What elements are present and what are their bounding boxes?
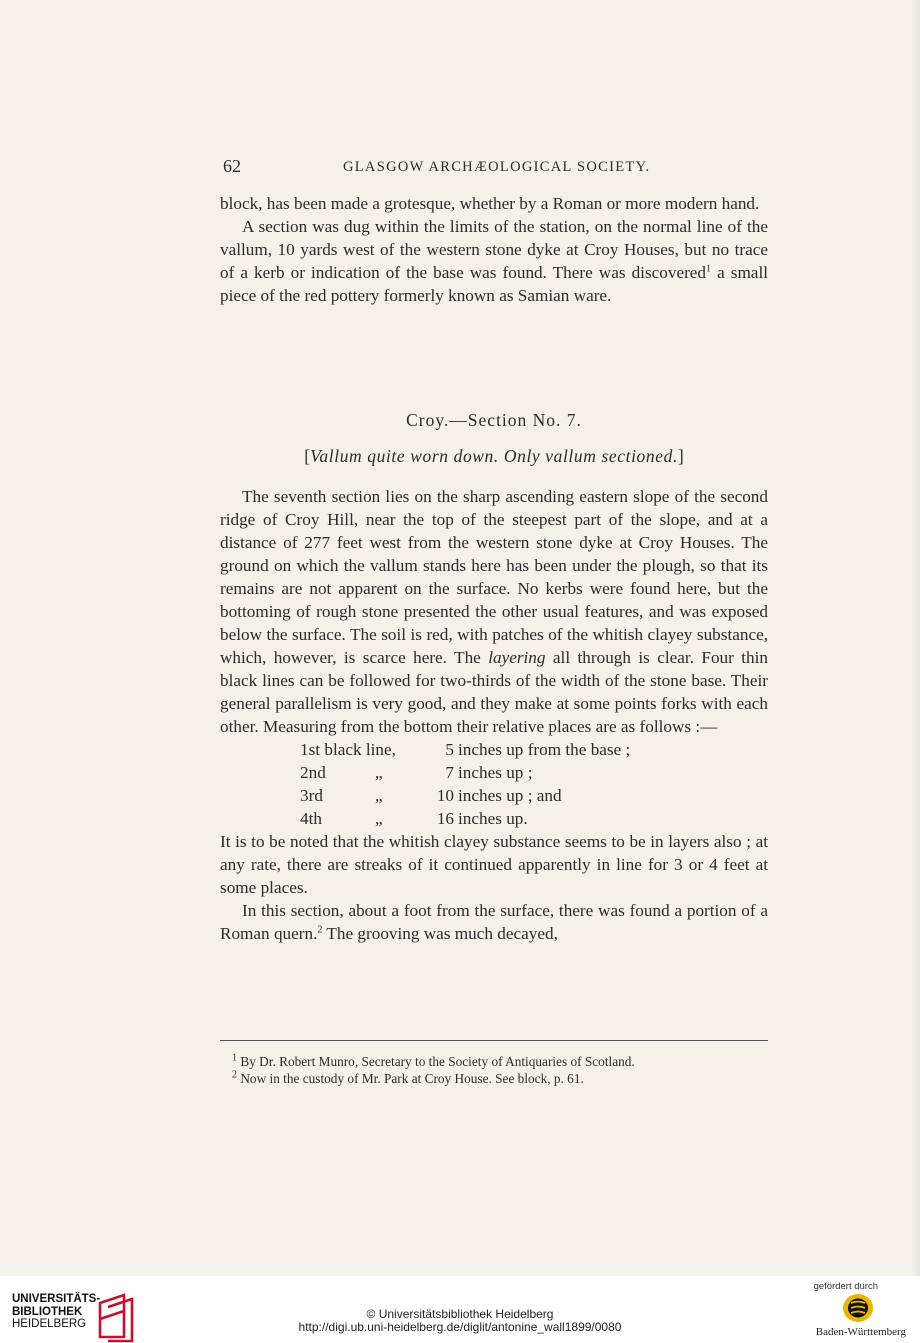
page-number: 62 [223,156,241,176]
paragraph-quern-text: In this section, about a foot from the surface, there was found a portion of a Roman quern. [220,901,768,943]
measurement-row [220,784,768,807]
footnote [232,1053,772,1070]
sponsor-name: Baden-Württemberg [815,1326,906,1338]
paragraph-quern-end: The grooving was much decayed, [326,924,558,943]
measurement-unit: inches up ; and [458,786,562,805]
section-title: Croy.—Section No. 7. [406,410,582,430]
measurement-unit: inches up. [458,809,528,828]
top-text-block [220,192,768,307]
measurement-ordinal: 1st black line, [300,740,396,759]
footnote-ref-2: 2 [317,924,323,936]
measurement-list [220,738,768,830]
sponsor-label: gefördert durch [813,1281,878,1292]
measurement-unit: inches up ; [458,763,533,782]
measurement-row [220,761,768,784]
body-before-italic: The seventh section lies on the sharp ascending eastern slope of the second ridge of Croy Hill, near the top of the steepest part of the slope, and at a distance of 277 feet west from the western stone dyke at Croy Houses. The ground on which the vallum stands here has been under the plough, so that its remains are not apparent on the surface. No kerbs were found here, but the bottoming of rough stone presented the other usual features, and was exposed below the surface. The soil is red, with patches of the whitish clayey substance, which, however, is scarce here. The [220,487,768,667]
measurement-value: 5 [445,740,454,759]
paragraph-seventh-section [220,485,768,738]
ditto-mark: „ [375,786,383,805]
paragraph-section-dug-text: A section was dug within the limits of the station, on the normal line of the vallum, 10 yards west of the western stone dyke at Croy Houses, but no trace of a kerb or indication of the base was found. There was discovered [220,217,768,282]
paragraph-layers: It is to be noted that the whitish clayey substance seems to be in layers also ; at any rate, there are streaks of it continued apparently in line for 3 or 4 feet at some places. [220,832,768,897]
measurement-ordinal: 2nd [300,763,326,782]
subtitle-text: Vallum quite worn down. Only vallum sectioned. [310,446,678,466]
subtitle-close-bracket: ] [677,446,684,466]
body-italic-layering: layering [488,648,546,667]
paragraph-continuation: block, has been made a grotesque, whether by a Roman or more modern hand. [220,194,760,213]
running-title: GLASGOW ARCHÆOLOGICAL SOCIETY. [343,159,651,175]
baden-wuerttemberg-crest-icon[interactable] [842,1293,874,1323]
copyright-block [0,1305,920,1334]
footnote [232,1070,772,1087]
measurement-value: 10 [436,786,454,805]
page-edge-shadow [912,0,920,1276]
library-name-line-3: HEIDELBERG [12,1318,87,1330]
measurement-row [220,807,768,830]
paragraph-section-dug-end: a small piece of the red pottery formerly known as Samian ware. [220,263,768,305]
footnote-text: By Dr. Robert Munro, Secretary to the Society of Antiquaries of Scotland. [240,1054,635,1069]
section-subtitle [220,446,768,467]
ditto-mark: „ [375,809,383,828]
footnote-number: 2 [232,1069,237,1081]
footnotes [232,1053,772,1087]
library-name-line-2: BIBLIOTHEK [12,1305,83,1318]
paragraph-section-dug [220,215,768,307]
footnote-ref-1: 1 [706,263,712,275]
ditto-mark: „ [375,763,383,782]
measurement-unit: inches up from the base ; [458,740,631,759]
measurement-ordinal: 4th [300,809,322,828]
measurement-row [220,738,768,761]
library-name-line-1: UNIVERSITÄTS- [12,1293,101,1305]
main-text-block [220,485,768,945]
footnote-divider [220,1040,768,1041]
paragraph-quern [220,899,768,945]
footnote-text: Now in the custody of Mr. Park at Croy House. See block, p. 61. [240,1071,584,1086]
measurement-ordinal: 3rd [300,786,323,805]
measurement-value: 7 [445,763,454,782]
permalink[interactable]: http://digi.ub.uni-heidelberg.de/diglit/antonine_wall1899/0080 [298,1320,622,1334]
viewer-footer [0,1276,920,1343]
measurement-value: 16 [436,809,454,828]
copyright-text: © Universitätsbibliothek Heidelberg [366,1307,554,1321]
subtitle-open-bracket: [ [304,446,311,466]
running-head [220,156,768,180]
body-after-italic: all through is clear. Four thin black lines can be followed for two-thirds of the width of the stone base. Their general parallelism is very good, and they make at some points forks with each other. Measuring from the bottom their relative places are as follows :— [220,648,769,736]
footnote-number: 1 [232,1052,237,1064]
